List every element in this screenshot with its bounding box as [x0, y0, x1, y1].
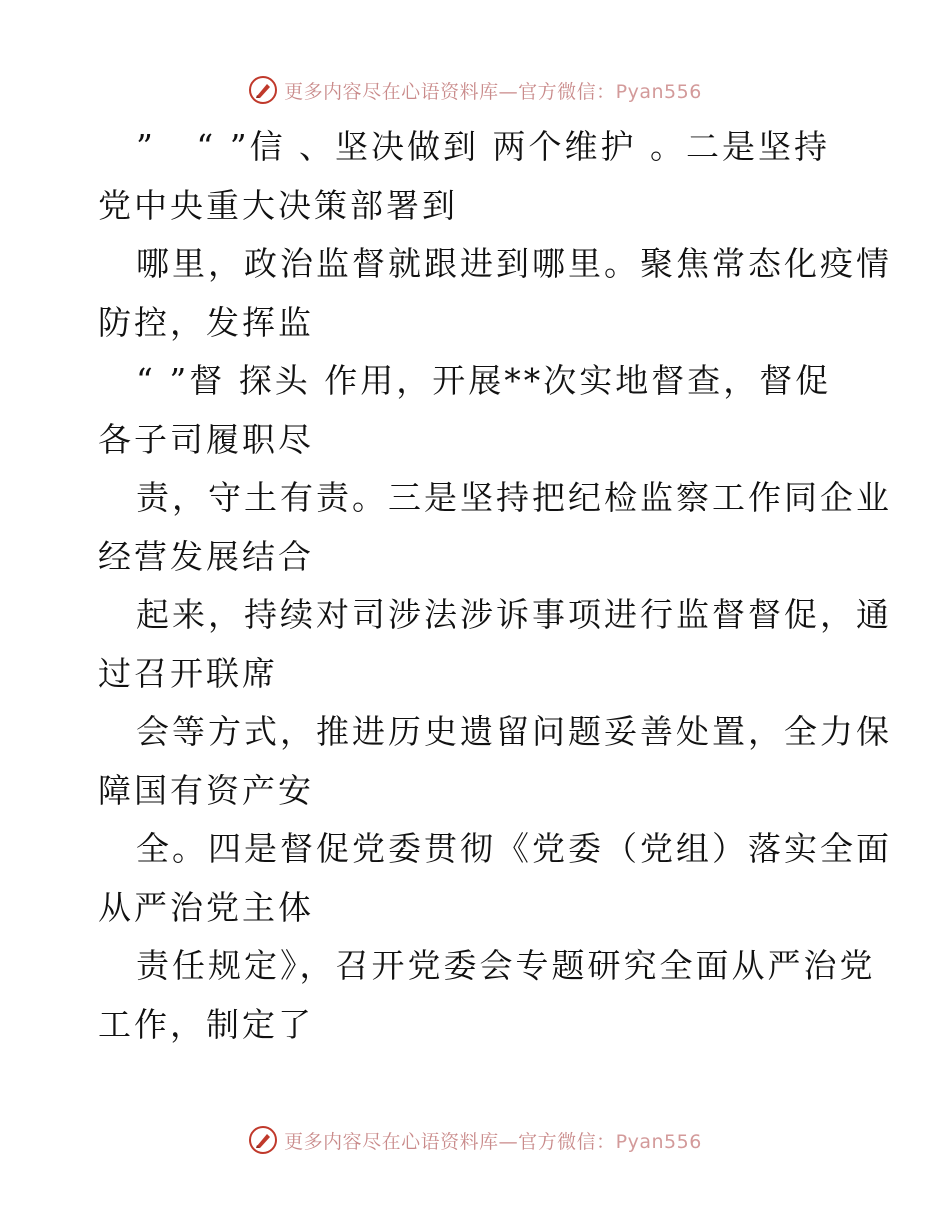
document-body — [98, 118, 892, 1054]
footer-banner-handle: Pyan556 — [615, 1130, 702, 1153]
text-line: 经营发展结合 — [98, 536, 314, 576]
header-banner — [0, 70, 950, 110]
text-line: 责任规定》，召开党委会专题研究全面从严治党 — [136, 946, 876, 985]
text-line: 党中央重大决策部署到 — [98, 185, 458, 225]
footer-banner — [0, 1120, 950, 1160]
text-line: 责，守土有责。三是坚持把纪检监察工作同企业 — [136, 478, 892, 517]
text-line: 会等方式，推进历史遗留问题妥善处置，全力保 — [136, 712, 892, 751]
pen-nib-logo-icon — [248, 75, 278, 105]
text-line: 障国有资产安 — [98, 770, 314, 810]
text-line: ” “ ”信 、坚决做到 两个维护 。二是坚持 — [136, 127, 831, 166]
text-line: 工作，制定了 — [98, 1004, 314, 1044]
header-banner-handle: Pyan556 — [615, 80, 702, 103]
text-line: 各子司履职尽 — [98, 419, 314, 459]
footer-banner-text: 更多内容尽在心语资料库—官方微信：Pyan556 — [284, 1130, 702, 1153]
pen-nib-logo-icon — [248, 1125, 278, 1155]
text-line: 过召开联席 — [98, 653, 278, 693]
text-line: 从严治党主体 — [98, 887, 314, 927]
header-banner-text: 更多内容尽在心语资料库—官方微信：Pyan556 — [284, 80, 702, 103]
text-line: 哪里，政治监督就跟进到哪里。聚焦常态化疫情 — [136, 244, 892, 283]
text-line: “ ”督 探头 作用，开展**次实地督查，督促 — [136, 361, 832, 400]
text-line: 全。四是督促党委贯彻《党委（党组）落实全面 — [136, 829, 892, 868]
text-line: 起来，持续对司涉法涉诉事项进行监督督促，通 — [136, 595, 892, 634]
text-line: 防控，发挥监 — [98, 302, 314, 342]
